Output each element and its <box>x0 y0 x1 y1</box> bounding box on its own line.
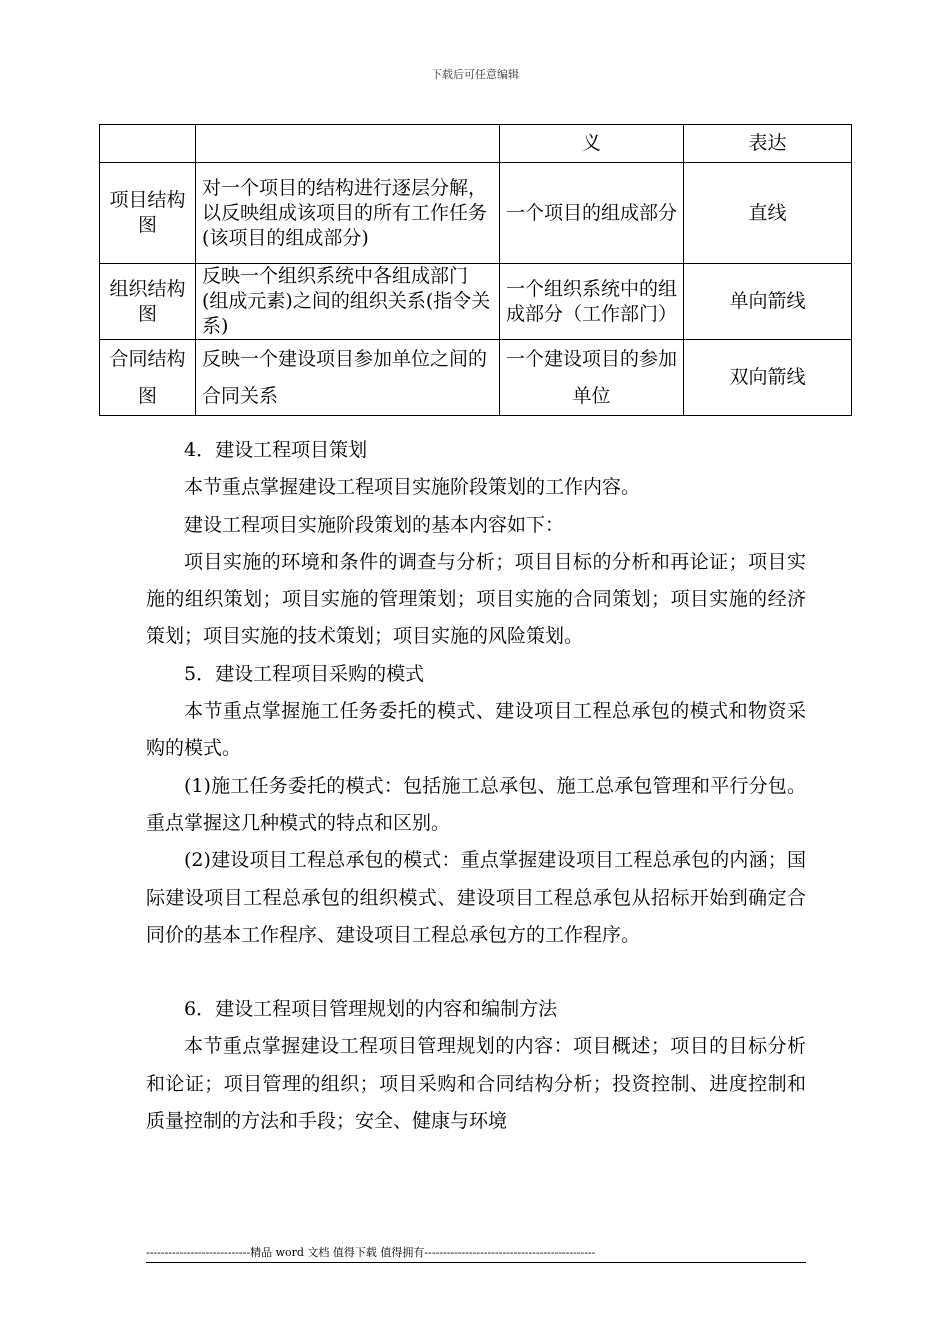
footer-divider <box>146 1262 806 1263</box>
table-cell-content <box>196 125 500 163</box>
table-cell-name: 合同结构图 <box>100 340 196 416</box>
table-cell-meaning: 义 <box>500 125 684 163</box>
table-cell-name <box>100 125 196 163</box>
paragraph: (2)建设项目工程总承包的模式：重点掌握建设项目工程总承包的内涵；国际建设项目工程总承包的组织模式、建设项目工程总承包从招标开始到确定合同价的基本工作程序、建设项目工程总承包方的工作程序。 <box>146 849 806 946</box>
paragraph: (1)施工任务委托的模式：包括施工总承包、施工总承包管理和平行分包。重点掌握这几种模式的特点和区别。 <box>146 774 806 834</box>
document-body <box>146 432 806 1140</box>
table-cell-content: 对一个项目的结构进行逐层分解，以反映组成该项目的所有工作任务(该项目的组成部分) <box>196 163 500 264</box>
table-cell-expression: 直线 <box>684 163 852 264</box>
table-row <box>100 340 852 416</box>
section-heading: 6．建设工程项目管理规划的内容和编制方法 <box>184 998 558 1021</box>
paragraph: 本节重点掌握施工任务委托的模式、建设项目工程总承包的模式和物资采购的模式。 <box>146 700 806 760</box>
table-row <box>100 264 852 340</box>
paragraph: 本节重点掌握建设工程项目实施阶段策划的工作内容。 <box>184 476 641 499</box>
table-cell-expression: 双向箭线 <box>684 340 852 416</box>
table-cell-content: 反映一个组织系统中各组成部门(组成元素)之间的组织关系(指令关系) <box>196 264 500 340</box>
paragraph: 项目实施的环境和条件的调查与分析；项目目标的分析和再论证；项目实施的组织策划；项目实施的管理策划；项目实施的合同策划；项目实施的经济策划；项目实施的技术策划；项目实施的风险策划。 <box>146 550 806 648</box>
table-cell-expression: 单向箭线 <box>684 264 852 340</box>
paragraph: 建设工程项目实施阶段策划的基本内容如下： <box>184 513 565 536</box>
table-cell-expression: 表达 <box>684 125 852 163</box>
structure-comparison-table <box>99 124 852 416</box>
page-footer: ----------------------------精品 word 文档 值得下载 值得拥有---------------------------------------------- <box>146 1246 596 1259</box>
table-cell-name: 组织结构图 <box>100 264 196 340</box>
table-cell-name: 项目结构图 <box>100 163 196 264</box>
table-cell-content: 反映一个建设项目参加单位之间的合同关系 <box>196 340 500 416</box>
page-header-note: 下载后可任意编辑 <box>431 68 519 81</box>
section-heading: 4．建设工程项目策划 <box>184 439 368 461</box>
table-row <box>100 125 852 163</box>
table-cell-meaning: 一个组织系统中的组成部分（工作部门） <box>500 264 684 340</box>
paragraph: 本节重点掌握建设工程项目管理规划的内容：项目概述；项目的目标分析和论证；项目管理的组织；项目采购和合同结构分析；投资控制、进度控制和质量控制的方法和手段；安全、健康与环境 <box>146 1035 806 1133</box>
table-cell-meaning: 一个项目的组成部分 <box>500 163 684 264</box>
table-cell-meaning: 一个建设项目的参加单位 <box>500 340 684 416</box>
table-row <box>100 163 852 264</box>
section-heading: 5．建设工程项目采购的模式 <box>184 662 425 685</box>
